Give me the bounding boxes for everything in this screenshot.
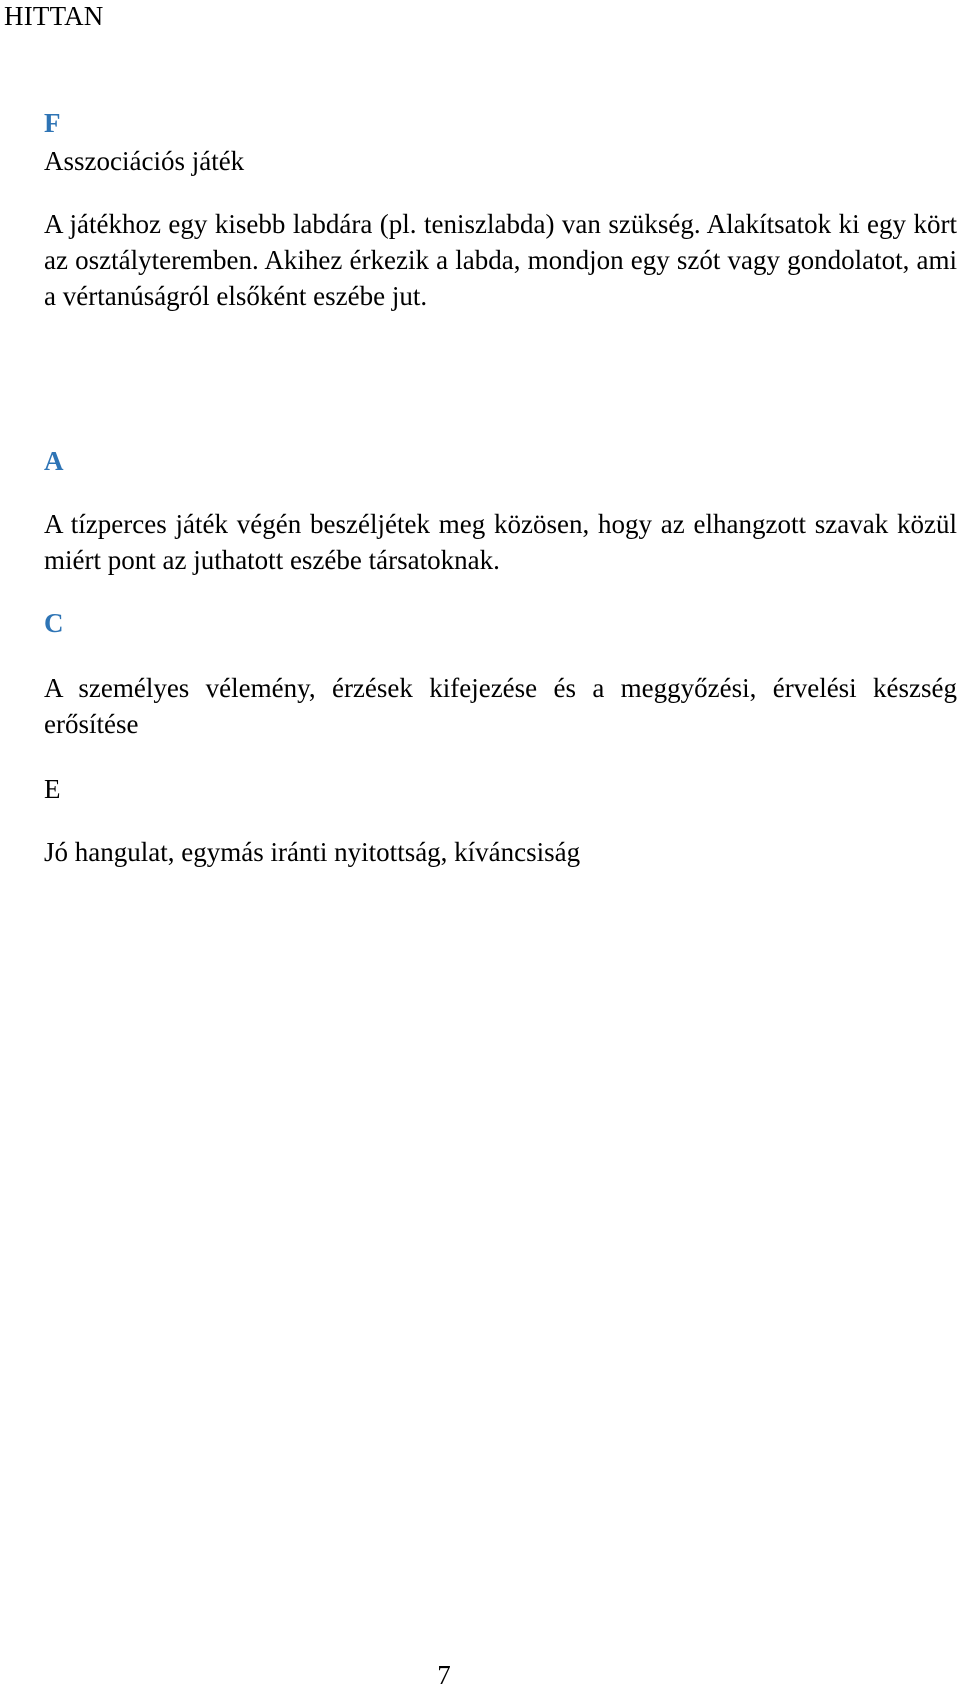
section-marker-a: A — [44, 446, 64, 476]
section-e-body: Jó hangulat, egymás iránti nyitottság, kíváncsiság — [44, 837, 581, 867]
section-marker-e: E — [44, 774, 61, 804]
document-header: HITTAN — [4, 1, 104, 31]
section-marker-f: F — [44, 108, 61, 138]
page-number: 7 — [437, 1660, 451, 1690]
section-marker-c: C — [44, 608, 64, 638]
section-title: Asszociációs játék — [44, 146, 245, 176]
section-f-body: A játékhoz egy kisebb labdára (pl. teniszlabda) van szükség. Alakítsatok ki egy kört az osztályteremben. Akihez érkezik a labda, mondjon egy szót vagy gondolatot, ami a vértanúságról elsőként eszébe jut. — [44, 209, 957, 311]
section-c-body: A személyes vélemény, érzések kifejezése és a meggyőzési, érvelési készség erősítése — [44, 673, 957, 739]
section-a-body: A tízperces játék végén beszéljétek meg közösen, hogy az elhangzott szavak közül miért pont az juthatott eszébe társatoknak. — [44, 509, 957, 575]
